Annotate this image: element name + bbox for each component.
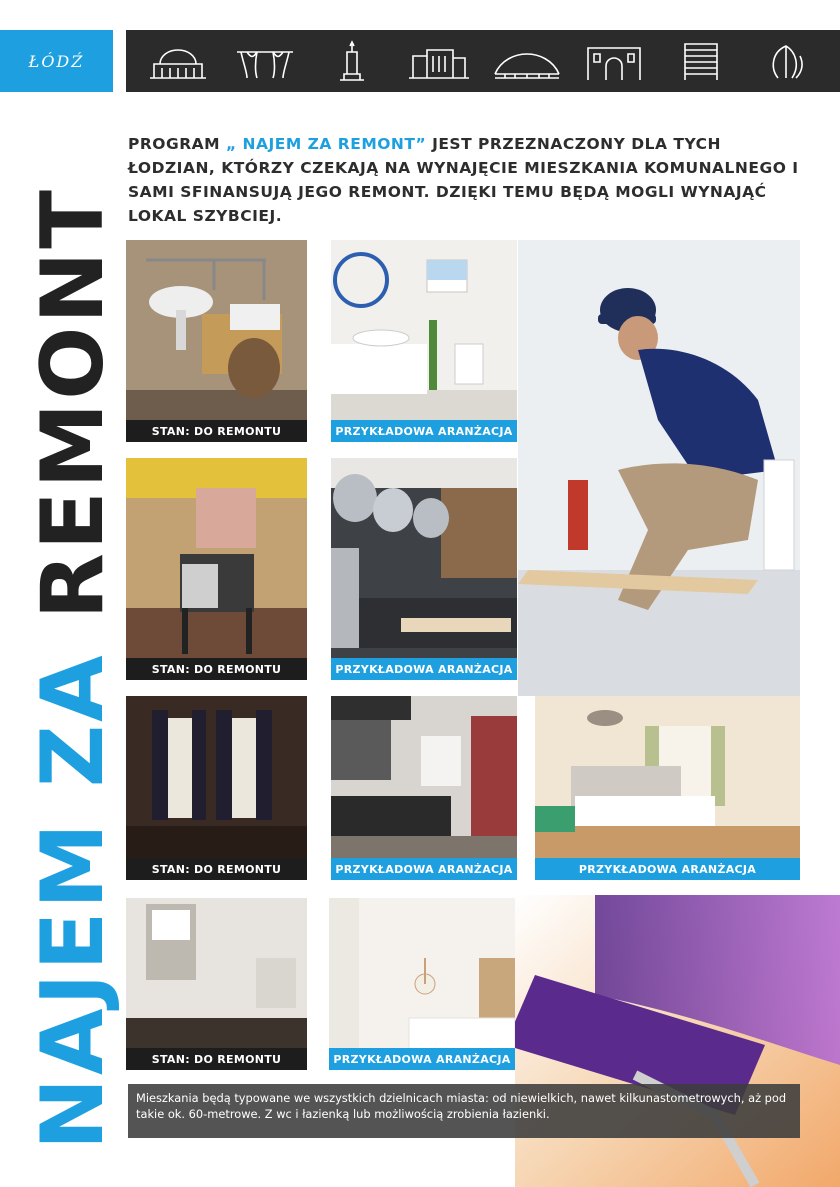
kitchen-after-photo xyxy=(331,458,517,680)
photo-caption: PRZYKŁADOWA ARANŻACJA xyxy=(331,858,517,880)
arches-icon xyxy=(229,38,301,84)
photo-caption: PRZYKŁADOWA ARANŻACJA xyxy=(331,420,517,442)
monument-icon xyxy=(316,38,388,84)
tower-icon xyxy=(665,38,737,84)
bathroom-after-photo xyxy=(331,240,517,442)
photo-caption: STAN: DO REMONTU xyxy=(126,1048,307,1070)
intro-prefix: PROGRAM xyxy=(128,135,226,153)
photo-caption: PRZYKŁADOWA ARANŻACJA xyxy=(329,1048,515,1070)
kitchen-before-photo xyxy=(126,458,307,680)
kitchen2-after-photo xyxy=(331,696,517,880)
footer-text: Mieszkania będą typowane we wszystkich dzielnicach miasta: od niewielkich, nawet kilkunastometrowych, aż pod takie ok. 60-metrowe. Z wc i łazienką lub możliwością zrobienia łazienki. xyxy=(136,1091,787,1121)
logo-text: ŁÓDŹ xyxy=(28,51,85,71)
title-part1: NAJEM ZA xyxy=(23,619,123,1150)
intro-rest: JEST PRZEZNACZONY DLA TYCH ŁODZIAN, KTÓRZY CZEKAJĄ NA WYNAJĘCIE MIESZKANIA KOMUNALNEGO I SAMI SFINANSUJĄ JEGO REMONT. DZIĘKI TEMU BĘDĄ MOGLI WYNAJĄĆ LOKAL SZYBCIEJ. xyxy=(128,135,799,225)
leaf-icon xyxy=(752,38,824,84)
photo-caption: STAN: DO REMONTU xyxy=(126,420,307,442)
paint-roller-image xyxy=(515,895,840,1187)
building-icon xyxy=(142,38,214,84)
footer-note xyxy=(128,1084,800,1138)
factory-icon xyxy=(403,38,475,84)
vertical-title xyxy=(23,187,123,1150)
photo-caption: PRZYKŁADOWA ARANŻACJA xyxy=(331,658,517,680)
gate-icon xyxy=(578,38,650,84)
room-before-photo xyxy=(126,696,307,880)
title-part2: REMONT xyxy=(23,187,123,620)
photo-caption: PRZYKŁADOWA ARANŻACJA xyxy=(535,858,800,880)
intro-highlight: „ NAJEM ZA REMONT” xyxy=(225,135,427,153)
landmarks-banner xyxy=(126,30,840,92)
bedroom2-after-photo xyxy=(329,898,515,1070)
photo-caption: STAN: DO REMONTU xyxy=(126,658,307,680)
worker-photo xyxy=(518,240,800,696)
arena-icon xyxy=(491,38,563,84)
intro-paragraph xyxy=(128,132,808,228)
bedroom-after-photo xyxy=(535,696,800,880)
photo-caption: STAN: DO REMONTU xyxy=(126,858,307,880)
city-logo xyxy=(0,30,113,92)
bathroom-before-photo xyxy=(126,240,307,442)
room2-before-photo xyxy=(126,898,307,1070)
